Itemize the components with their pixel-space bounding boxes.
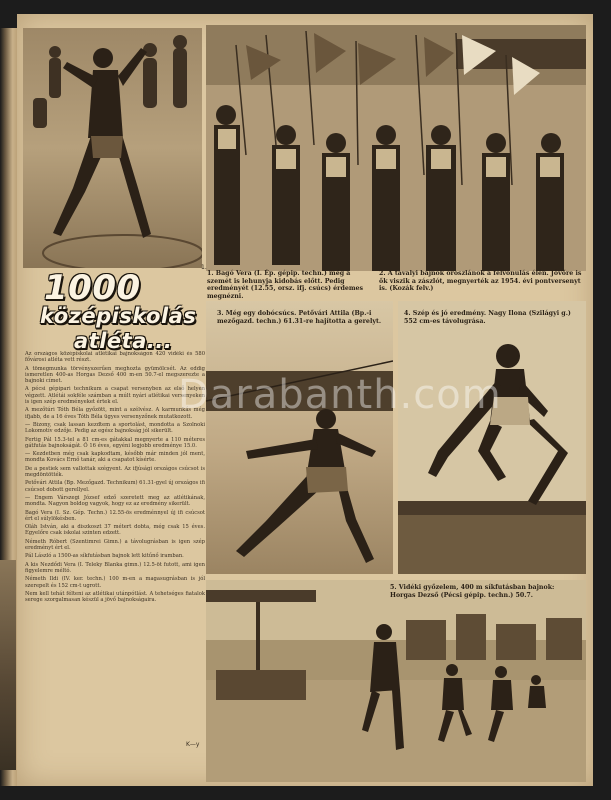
article-paragraph: Németh Ildi (IV. ker. techn.) 100 m-en a magasugrásban is jól szerepelt és 152 cm-t ugrott. bbox=[25, 576, 205, 589]
photo-parade bbox=[206, 25, 586, 271]
article-paragraph: A kis Nezdődi Vera (I. Teleky Blanka gimn.) 12.5-öt futott, ami igen figyelemre méltó. bbox=[25, 561, 205, 574]
article-paragraph: Nem kell tehát félteni az atlétikai utánpótlást. A tehetséges fiatalok serege szorgalmasan készül a jövő bajnokságaira. bbox=[25, 590, 205, 604]
article-paragraph: — Engem Várszegi József edző szeretett meg az atlétikának, mondta. Nagyon boldog vagyok, hogy ez az eredmény sikerült. bbox=[25, 494, 205, 508]
article-paragraph: — Kezdetben még csak kapkodtam, később már minden jól ment, mondta Kovács Ernő tanár, aki a csapatot kísérte. bbox=[25, 451, 205, 464]
previous-page-photo-fragment bbox=[0, 560, 16, 770]
article-heading-line3: atléta... bbox=[74, 329, 173, 353]
page-mark: K—y bbox=[186, 741, 200, 748]
photo-credit: (Kozák felv.) bbox=[389, 285, 434, 293]
photo-400m-race bbox=[206, 580, 586, 782]
caption-1-number: 1. bbox=[207, 270, 214, 277]
caption-5-number: 5. bbox=[390, 584, 397, 591]
caption-2-text: A tavalyi bajnok oroszlánok a felvonulás élén. Jövőre is ők viszik a zászlót, megnyerték az 1954. évi pontversenyt is. bbox=[379, 270, 582, 293]
caption-4 bbox=[404, 310, 580, 325]
article-paragraph: Pál László a 1500-as síkfutásban bajnok lett kitűnő iramban. bbox=[25, 553, 184, 560]
caption-4-text: Szép és jó eredmény. Nagy Ilona (Szilágyi g.) 552 cm-es távolugrása. bbox=[404, 310, 571, 325]
article-paragraph: Az országos középiskolai atlétikai bajnokságon 420 vidéki és 580 fővárosi atléta vett részt. bbox=[25, 351, 205, 364]
article-paragraph: — Bizony, csak lassan kezdtem a sportolást, mondotta a Szolnoki Lokomotív edzője. Pedig az egész bajnokság jól sikerült. bbox=[25, 421, 205, 435]
caption-2-number: 2. bbox=[379, 270, 386, 277]
article-paragraph: Petővári Attila (Bp. Mezőgazd. Technikum) 61.31-gyel új országos ifi csúcsot dobott gerellyel. bbox=[25, 480, 205, 493]
caption-1 bbox=[207, 270, 375, 300]
caption-2 bbox=[379, 270, 585, 293]
photo-number-marker: 1. bbox=[201, 264, 207, 271]
article-paragraph: A pécsi gépipari technikum a csapat versenyben az első helyen végzett. Atlétái sokféle számban a múlt nyári atlétikai versenyeken is igen szép eredményeket értek el. bbox=[25, 386, 205, 406]
article-paragraph: A tömegmunka törvényszerűen meghozta gyümölcsét. Az eddig ismeretlen 400-as Horgas Dezső 400 m-en 50.7-el megszerezte a bajnoki címet. bbox=[25, 365, 205, 385]
article-paragraph: De a pestiek sem vallottak szégyent. Az ifjúsági országos csúcsot is megdöntötték. bbox=[25, 465, 205, 479]
caption-1-text: Bagó Vera (I. Ép. gépip. techn.) még a szemét is lehunyja kidobás előtt. Pedig eredményét (12.55, orsz. ifj. csúcs) érdemes megnézni. bbox=[207, 270, 364, 300]
photo-javelin bbox=[206, 301, 393, 574]
photo-shot-put bbox=[23, 28, 202, 268]
caption-5-text: Vidéki győzelem, 400 m síkfutásban bajnok: Horgas Dezső (Pécsi gépip. techn.) 50.7. bbox=[390, 584, 555, 599]
article-paragraph: Németh Róbert (Szentimrei Gimn.) a távolugrásban is igen szép eredményt ért el. bbox=[25, 538, 205, 552]
caption-3-text: Még egy dobócsúcs. Petővári Attila (Bp.-i mezőgazd. techn.) 61.31-re hajította a gerelyt. bbox=[217, 310, 382, 325]
article-paragraph: Oláh István, aki a diszkoszt 37 métert dobta, még csak 15 éves. Egyelőre csak iskolai szinten edzett. bbox=[25, 524, 205, 537]
article-paragraph: A mezőtúri Tóth Béla győzött, mint a szélvész. A karmunkás még ifjabb, de a 16 éves Tóth Béla ügyes versenyzőnek mutatkozott. bbox=[25, 407, 205, 420]
caption-4-number: 4. bbox=[404, 310, 411, 317]
caption-3-number: 3. bbox=[217, 310, 224, 317]
article-paragraph: Fertig Pál 15.3-tel a 81 cm-es gátakkal megnyerte a 110 méteres gátfutás bajnokságát. Ő 16 éves, egyéni legjobb eredménye 15.0. bbox=[25, 436, 205, 449]
article-paragraph: Bagó Vera (I. Sz. Gép. Techn.) 12.55-ös eredménnyel új ifi csúcsot ért el súlylökésben. bbox=[25, 509, 205, 522]
photo-long-jump bbox=[398, 301, 586, 574]
caption-5 bbox=[390, 584, 580, 599]
article-heading-number: 1000 bbox=[44, 268, 141, 308]
watermark: Darabanth.com bbox=[178, 372, 502, 418]
caption-3 bbox=[217, 310, 389, 325]
article-heading-line2: középiskolás bbox=[40, 304, 197, 328]
